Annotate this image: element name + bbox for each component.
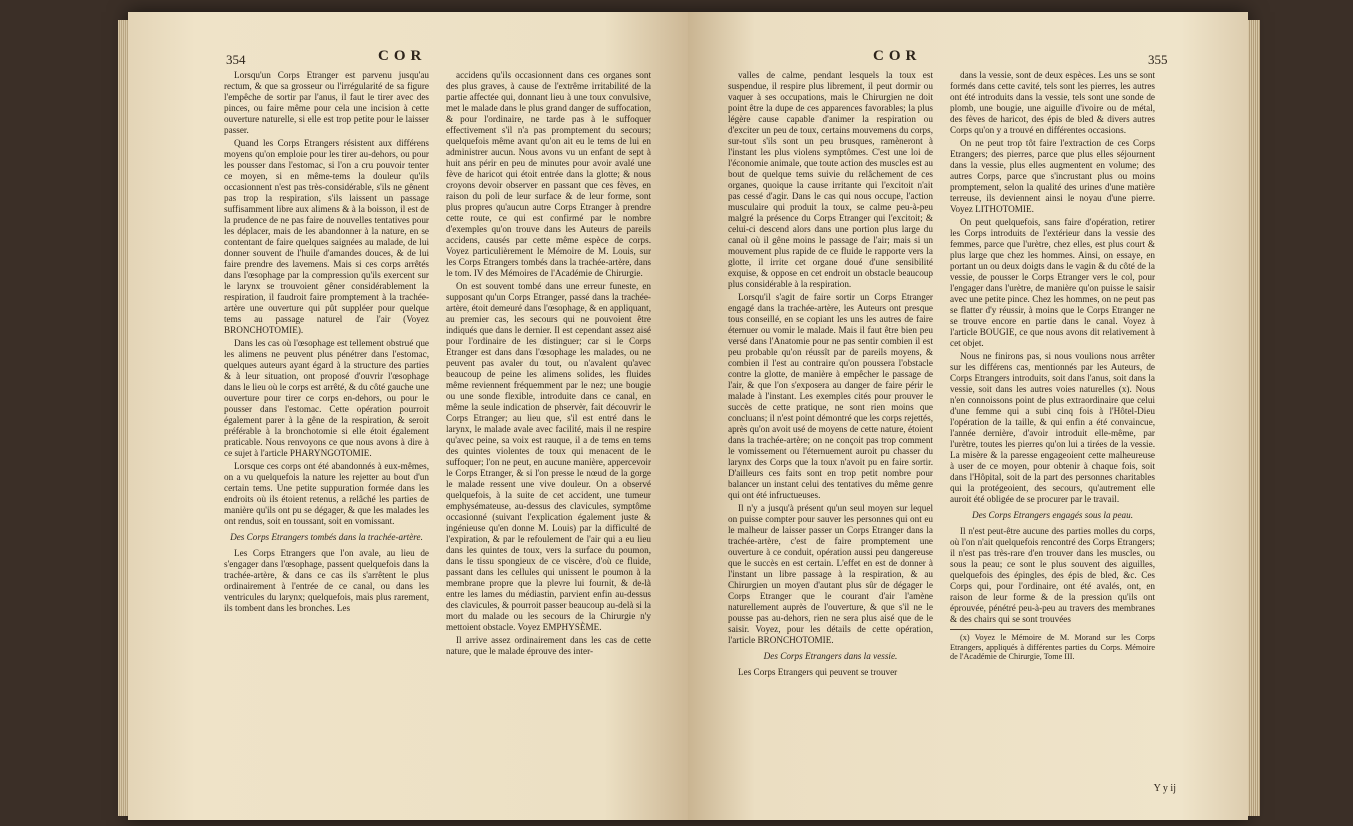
paragraph: Les Corps Etrangers que l'on avale, au lieu de s'engager dans l'œsophage, passent quelquefois dans la trachée-artère, & dans ce cas ils s'arrêtent le plus ordinairement à l'entrée de ce canal, ou dans les ventricules du larynx; quelquefois, mais plus rarement, ils tombent dans les bronches. Les bbox=[224, 548, 429, 613]
running-head: COR bbox=[873, 48, 922, 64]
left-column-1 bbox=[224, 70, 429, 770]
paragraph: Les Corps Etrangers qui peuvent se trouver bbox=[738, 667, 898, 677]
paragraph: Quand les Corps Etrangers résistent aux différens moyens qu'on emploie pour les tirer au-dehors, ou pour les pousser dans l'estomac, si l'on a cru pouvoir tenter ce moyen, si en même-tems la douleur qu'ils occasionnent n'est pas très-considérable, s'ils ne gênent pas trop la respiration, s'ils laissent un passage suffisamment libre aux alimens & à la boisson, il est de la prudence de ne pas faire de nouvelles tentatives pour les déplacer, mais de les abandonner à la nature, en se contentant de faire quelques saignées au malade, de lui donner souvent de l'huile d'amandes douces, & de lui faire prendre des lavemens. Mais si ces corps arrêtés dans l'œsophage par la compression qu'ils exercent sur le larynx se trouvoient gêner considérablement la respiration, il faudroit faire promptement à la trachée-artère une ouverture qui pût suppléer pour quelque tems au passage naturel de l'air (Voyez BRONCHOTOMIE). bbox=[224, 138, 429, 335]
paragraph: Il n'y a jusqu'à présent qu'un seul moyen sur lequel on puisse compter pour sauver les personnes qui ont eu le malheur de laisser passer un Corps Etranger dans la trachée-artère, c'est de faire promptement une ouverture à ce conduit, opération aussi peu dangereuse que le succès en est certain. L'effet en est de donner à l'instant un libre passage à la respiration, & au Chirurgien un moyen d'autant plus sûr de dégager le Corps Etranger que le courant d'air l'amène naturellement auprès de l'ouverture, & que s'il ne le pousse pas au-dehors, rien ne sera plus aisé que de le saisir. Voyez, pour les détails de cette opération, l'article BRONCHOTOMIE. bbox=[728, 503, 933, 645]
paragraph: Dans les cas où l'œsophage est tellement obstrué que les alimens ne peuvent plus pénétrer dans l'estomac, quelques auteurs ayant égard à la structure des parties & à leur situation, ont proposé d'ouvrir l'œsophage dans le lieu où le corps est arrêté, & du côté gauche une ouverture pour tirer ce corps en-dehors, ou pour le pousser dans l'estomac. Cette opération pourroit également parer à la gêne de la respiration, & seroit préférable à la bronchotomie si elle étoit également praticable. Nous renvoyons ce que nous avons à dire à ce sujet à l'article PHARYNGOTOMIE. bbox=[224, 338, 429, 458]
page-edges-right bbox=[1246, 20, 1260, 816]
left-column-2 bbox=[446, 70, 651, 770]
paragraph: dans la vessie, sont de deux espèces. Les uns se sont formés dans cette cavité, tels sont les pierres, les autres ont été introduits dans la vessie, tels sont une sonde de plomb, une bougie, une aiguille d'ivoire ou de métal, des fèves de haricot, des épis de bled & divers autres Corps qu'on y a trouvé en différentes occasions. bbox=[950, 70, 1155, 135]
left-page bbox=[128, 12, 688, 820]
section-heading: Des Corps Etrangers engagés sous la peau. bbox=[971, 510, 1134, 520]
running-head: COR bbox=[378, 48, 427, 64]
paragraph: On ne peut trop tôt faire l'extraction de ces Corps Etrangers; des pierres, parce que plus elles séjournent dans la vessie, plus elles augmentent en volume; des autres Corps, parce que s'incrustant plus ou moins promptement, selon la qualité des urines d'une matière terreuse, ils deviennent ainsi le noyau d'une pierre. Voyez LITHOTOMIE. bbox=[950, 138, 1155, 214]
paragraph: Il arrive assez ordinairement dans les cas de cette nature, que le malade éprouve des inter- bbox=[446, 635, 651, 656]
paragraph: Il n'est peut-être aucune des parties molles du corps, où l'on n'ait quelquefois rencontré des Corps Etrangers; il n'est pas très-rare d'en trouver dans les muscles, ou sous la peau; ce sont le plus souvent des aiguilles, quelquefois des épingles, des épis de bled, &c. Ces Corps qui, pour l'ordinaire, ont été avalés, ont, en raison de leur forme & de la pression qu'ils ont éprouvée, pénétré peu-à-peu au travers des membranes & des chairs qui se sont trouvées bbox=[950, 526, 1155, 624]
page-number: 354 bbox=[226, 52, 246, 67]
signature-mark: Y y ij bbox=[1153, 783, 1176, 794]
open-book bbox=[128, 12, 1248, 820]
right-page bbox=[688, 12, 1248, 820]
section-heading: Des Corps Etrangers dans la vessie. bbox=[763, 651, 898, 661]
right-column-2 bbox=[950, 70, 1155, 770]
paragraph: accidens qu'ils occasionnent dans ces organes sont des plus graves, à cause de l'extrême irritabilité de la partie affectée qui, donnant lieu à une toux convulsive, met le malade dans le plus grand danger de suffocation, & pour l'ordinaire, ne tarde pas à le suffoquer effectivement s'il n'a pas promptement du secours; quelquefois même avant qu'on ait eu le tems de lui en administrer aucun. Nous avons vu un enfant de sept à huit ans périr en peu de minutes pour avoir avalé une fève de haricot qui étoit entrée dans la glotte; & nous croyons devoir observer en passant que ces fèves, en raison du poli de leur surface & de leur forme, sont plus propres qu'aucun autre Corps Etranger à prendre cette route, ce qui est confirmé par le nombre d'exemples qu'on trouve dans les Auteurs de pareils accidens, causés par cette même espèce de corps. Voyez particulièrement le Mémoire de M. Louis, sur les Corps Etrangers tombés dans la trachée-artère, dans le tom. IV des Mémoires de l'Académie de Chirurgie. bbox=[446, 70, 651, 278]
section-heading: Des Corps Etrangers tombés dans la trachée-artère. bbox=[230, 532, 423, 542]
paragraph: Lorsqu'il s'agit de faire sortir un Corps Etranger engagé dans la trachée-artère, les Auteurs ont presque tous conseillé, en se copiant les uns les autres de faire éternuer ou vomir le malade. Mais il faut être bien peu versé dans l'Anatomie pour ne pas sentir combien il est peu probable qu'on réussît par de pareils moyens, & combien il l'est au contraire qu'on poussera l'obstacle contre la glotte, de manière à empêcher le passage de l'air, & que l'on s'exposera au danger de faire périr le malade à l'instant. Les exemples cités pour prouver le succès de cette pratique, ne sont rien moins que concluans; il n'est point démontré que les corps rejettés, après qu'on avoit usé de moyens de cette nature, étoient dans la trachée-artère; on ne conçoit pas trop comment le vomissement ou l'éternuement auroit pu chasser du larynx des Corps que la toux n'avoit pu en faire sortir. D'ailleurs ces faits sont en trop petit nombre pour balancer un instant celui des tentatives du même genre qui ont été infructueuses. bbox=[728, 292, 933, 500]
paragraph: valles de calme, pendant lesquels la toux est suspendue, il respire plus librement, il peut dormir ou vaquer à ses occupations, mais le Chirurgien ne doit point être la dupe de ces apparences favorables; la plus légère cause capable d'animer la respiration ou d'exciter un peu de toux, certains mouvemens du corps, sur-tout s'ils sont un peu brusques, ramèneront à l'instant les plus violens symptômes. C'est une loi de l'économie animale, que toute action des muscles est au bout de quelque tems suivie du relâchement de ces organes, quoique la cause irritante qui l'excitoit n'ait pas cessé d'agir. Dans le cas qui nous occupe, l'action musculaire qui produit la toux, se calme peu-à-peu malgré la présence du Corps Etranger qui l'excitoit; & celui-ci descend alors dans une portion plus large du canal où il gêne moins le passage de l'air; mais si un mouvement plus rapide de ce fluide le rapporte vers la glotte, il irrite cet organe doué d'une sensibilité exquise, & oppose en cet endroit un obstacle beaucoup plus considérable à la respiration. bbox=[728, 70, 933, 289]
page-number: 355 bbox=[1148, 52, 1168, 67]
paragraph: Lorsqu'un Corps Etranger est parvenu jusqu'au rectum, & que sa grosseur ou l'irrégularité de sa figure l'empêche de sortir par l'anus, il faut le tirer avec des pinces, ou faire même pour cela une incision à cette ouverture naturelle, si elle est trop petite pour le laisser passer. bbox=[224, 70, 429, 135]
paragraph: Nous ne finirons pas, si nous voulions nous arrêter sur les différens cas, mentionnés par les Auteurs, de Corps Etrangers introduits, soit dans l'anus, soit dans la vessie, soit dans les autres voies naturelles (x). Nous n'en connoissons point de plus extraordinaire que celui d'une femme qui a subi cinq fois à l'Hôtel-Dieu l'opération de la taille, & qui enfin a été convaincue, l'année dernière, d'avoir introduit elle-même, par l'urètre, toutes les pierres qu'on lui a tirées de la vessie. La misère & la paresse engageoient cette malheureuse à user de ce moyen, pour obtenir à chaque fois, soit dans l'Hôpital, soit de la part des personnes charitables qui la protégeoient, des secours, qu'autrement elle auroit été obligée de se procurer par le travail. bbox=[950, 351, 1155, 504]
paragraph: Lorsque ces corps ont été abandonnés à eux-mêmes, on a vu quelquefois la nature les rejetter au bout d'un certain tems. Une petite suppuration formée dans les endroits où ils étoient retenus, a relâché les parties de manière qu'ils ont pu se dégager, & que les malades les ont rendus, soit en toussant, soit en vomissant. bbox=[224, 461, 429, 526]
paragraph: On peut quelquefois, sans faire d'opération, retirer les Corps introduits de l'extérieur dans la vessie des femmes, parce que l'urètre, chez elles, est plus court & plus large que chez les hommes. Ainsi, on essaye, en portant un ou deux doigts dans le vagin & du côté de la vessie, de pousser le Corps Etranger vers le col, pour l'engager dans l'urètre, de manière qu'on puisse le saisir avec une petite pince. Chez les hommes, on ne peut pas se flatter d'y réussir, à moins que le Corps Etranger ne se trouve encore en partie dans le canal. Voyez à l'article BOUGIE, ce que nous avons dit relativement à cet objet. bbox=[950, 217, 1155, 348]
footnote: (x) Voyez le Mémoire de M. Morand sur les Corps Etrangers, appliqués à différentes parties du Corps. Mémoire de l'Académie de Chirurgie, Tome III. bbox=[950, 633, 1155, 661]
right-column-1 bbox=[728, 70, 933, 770]
paragraph: On est souvent tombé dans une erreur funeste, en supposant qu'un Corps Etranger, passé dans la trachée-artère, étoit demeuré dans l'œsophage, & en appliquant, au premier cas, les secours qui ne pouvoient être indiqués que dans le dernier. Il est cependant assez aisé pour l'ordinaire de les distinguer; car si le Corps Etranger est dans dans l'œsophage les malades, ou ne peuvent pas avaler du tout, ou n'avalent qu'avec beaucoup de peine les alimens solides, les fluides même reviennent fréquemment par le nez; une bougie ou une sonde flexible, introduite dans ce canal, en même la seule indication de phservèr, fait découvrir le Corps Etranger; au lieu que, s'il est entré dans le larynx, le malade avale avec facilité, mais il ne respire qu'avec peine, sa voix est rauque, il a de tems en tems des quintes violentes de toux qui menacent de le suffoquer; l'on ne peut, en aucune manière, appercevoir le Corps Etranger, & si l'on presse le nœud de la gorge le malade ressent une vive douleur. On a observé quelquefois, à la suite de cet accident, une tumeur emphysémateuse, au-dessus des clavicules, symptôme occasionné (suivant l'explication également juste & ingénieuse qu'en donne M. Louis) par la difficulté de l'expiration, & par le refoulement de l'air qui a eu lieu dans les quintes de toux, vers la surface du poumon, dans le tissu spongieux de ce viscère, d'où ce fluide, passant dans les cellules qui unissent le poumon à la membrane propre que la plevre lui fournit, & de-là entre les lames du médiastin, parvient enfin au-dessus des clavicules, & pourroit passer beaucoup au-delà si la mort du malade ou les secours de la Chirurgie n'y mettoient obstacle. Voyez EMPHYSÈME. bbox=[446, 281, 651, 632]
footnote-rule bbox=[950, 629, 1030, 630]
